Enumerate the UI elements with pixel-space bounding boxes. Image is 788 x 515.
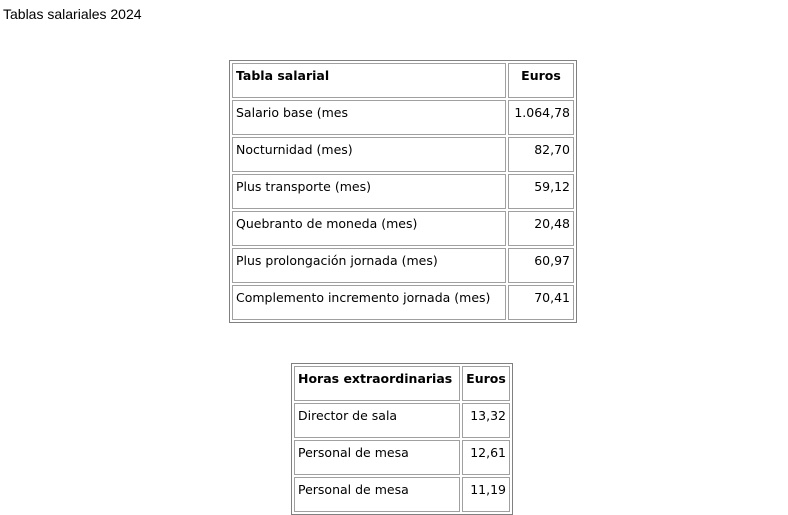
row-amount: 1.064,78: [508, 100, 574, 135]
row-amount: 59,12: [508, 174, 574, 209]
table-header-row: [294, 366, 510, 401]
row-amount: 70,41: [508, 285, 574, 320]
row-concept: Personal de mesa: [294, 440, 460, 475]
row-amount: 20,48: [508, 211, 574, 246]
table-row: [294, 403, 510, 438]
salary-table: [229, 60, 577, 323]
table-row: [232, 137, 574, 172]
row-amount: 82,70: [508, 137, 574, 172]
row-amount: 12,61: [462, 440, 510, 475]
column-header-euros: Euros: [508, 63, 574, 98]
column-header-euros: Euros: [462, 366, 510, 401]
column-header-concept: Horas extraordinarias: [294, 366, 460, 401]
table-row: [232, 174, 574, 209]
row-amount: 60,97: [508, 248, 574, 283]
row-amount: 11,19: [462, 477, 510, 512]
table-row: [232, 285, 574, 320]
table-row: [232, 100, 574, 135]
table-row: [294, 440, 510, 475]
row-concept: Complemento incremento jornada (mes): [232, 285, 506, 320]
table-row: [232, 211, 574, 246]
row-concept: Nocturnidad (mes): [232, 137, 506, 172]
table-header-row: [232, 63, 574, 98]
row-concept: Director de sala: [294, 403, 460, 438]
overtime-table: [291, 363, 513, 515]
row-concept: Salario base (mes: [232, 100, 506, 135]
table-row: [232, 248, 574, 283]
column-header-concept: Tabla salarial: [232, 63, 506, 98]
row-concept: Quebranto de moneda (mes): [232, 211, 506, 246]
page-title: Tablas salariales 2024: [3, 6, 142, 22]
row-concept: Plus prolongación jornada (mes): [232, 248, 506, 283]
row-concept: Plus transporte (mes): [232, 174, 506, 209]
table-row: [294, 477, 510, 512]
row-concept: Personal de mesa: [294, 477, 460, 512]
row-amount: 13,32: [462, 403, 510, 438]
